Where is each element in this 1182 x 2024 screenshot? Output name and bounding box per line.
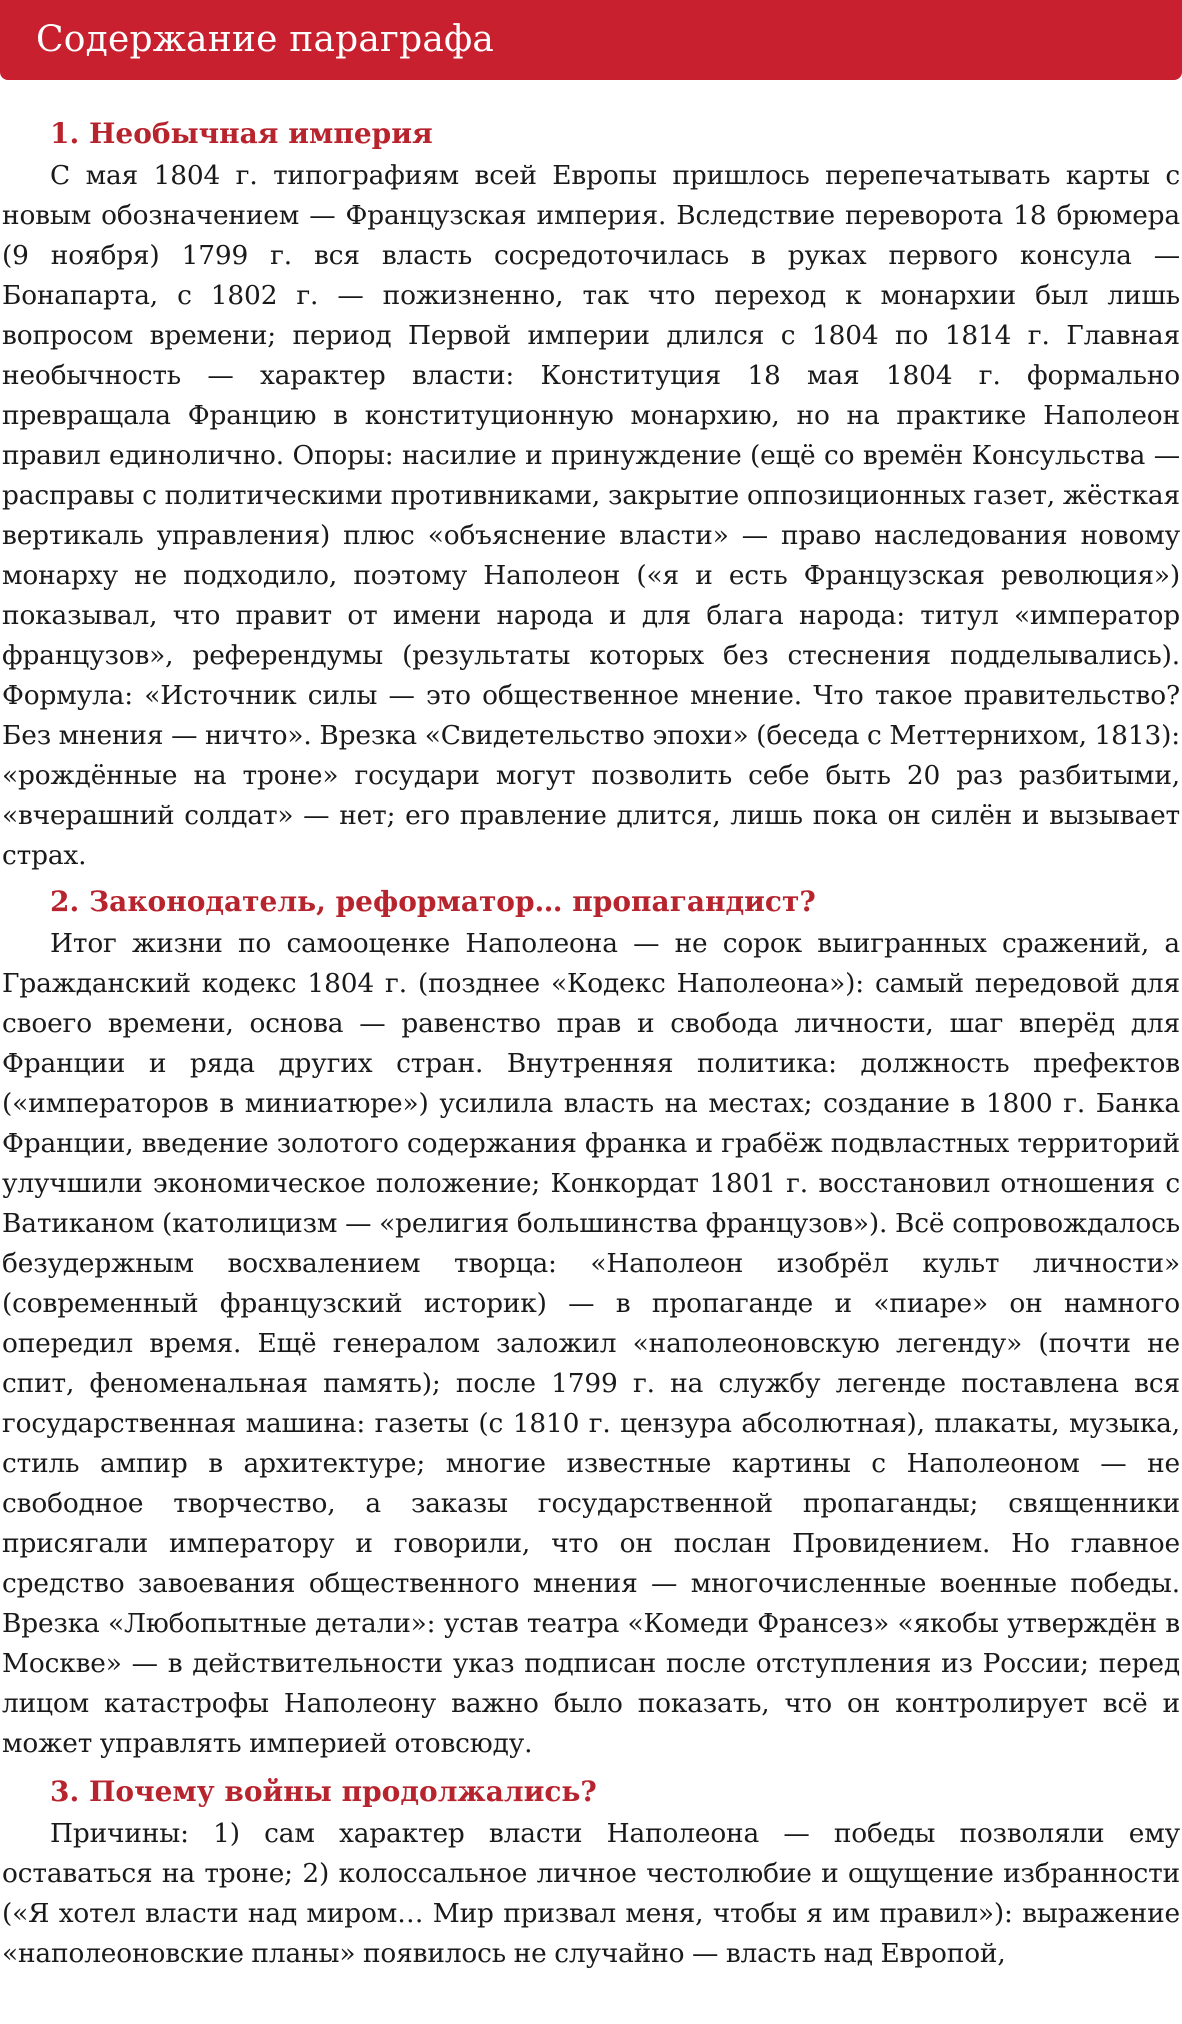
section-heading-1: 1. Необычная империя: [50, 117, 433, 150]
header-bar: [0, 0, 1182, 80]
section-text-3: Причины: 1) сам характер власти Наполеона — победы позволяли ему оставаться на троне; 2) колоссальное личное честолюбие и ощущение избранности («Я хотел власти над миром… Мир призвал меня, чтобы я им правил»): выражение «наполеоновские планы» появилось не случайно — власть над Европой,: [2, 1818, 1180, 1969]
section-heading-3: 3. Почему войны продолжались?: [50, 1775, 597, 1808]
section-heading-2: 2. Законодатель, реформатор… пропагандист?: [50, 885, 816, 918]
page-title: Содержание параграфа: [36, 19, 495, 60]
section-text-1: С мая 1804 г. типографиям всей Европы пришлось перепечатывать карты с новым обозначением — Французская империя. Вследствие переворота 18 брюмера (9 ноября) 1799 г. вся власть сосредоточилась в руках первого консула — Бонапарта, с 1802 г. — пожизненно, так что переход к монархии был лишь вопросом времени; период Первой империи длился с 1804 по 1814 г. Главная необычность — характер власти: Конституция 18 мая 1804 г. формально превращала Францию в конституционную монархию, но на практике Наполеон правил единолично. Опоры: насилие и принуждение (ещё со времён Консульства — расправы с политическими противниками, закрытие оппозиционных газет, жёсткая вертикаль управления) плюс «объяснение власти» — право наследования новому монарху не подходило, поэтому Наполеон («я и есть Французская революция») показывал, что правит от имени народа и для блага народа: титул «император французов», референдумы (результаты которых без стеснения подделывались). Формула: «Источник силы — это общественное мнение. Что такое правительство? Без мнения — ничто». Врезка «Свидетельство эпохи» (беседа с Меттернихом, 1813): «рождённые на троне» государи могут позволить себе быть 20 раз разбитыми, «вчерашний солдат» — нет; его правление длится, лишь пока он силён и вызывает страх.: [2, 160, 1180, 871]
paragraph-content: [0, 112, 1182, 1974]
section-text-2: Итог жизни по самооценке Наполеона — не сорок выигранных сражений, а Гражданский кодекс 1804 г. (позднее «Кодекс Наполеона»): самый передовой для своего времени, основа — равенство прав и свобода личности, шаг вперёд для Франции и ряда других стран. Внутренняя политика: должность префектов («императоров в миниатюре») усилила власть на местах; создание в 1800 г. Банка Франции, введение золотого содержания франка и грабёж подвластных территорий улучшили экономическое положение; Конкордат 1801 г. восстановил отношения с Ватиканом (католицизм — «религия большинства французов»). Всё сопровождалось безудержным восхвалением творца: «Наполеон изобрёл культ личности» (современный французский историк) — в пропаганде и «пиаре» он намного опередил время. Ещё генералом заложил «наполеоновскую легенду» (почти не спит, феноменальная память); после 1799 г. на службу легенде поставлена вся государственная машина: газеты (с 1810 г. цензура абсолютная), плакаты, музыка, стиль ампир в архитектуре; многие известные картины с Наполеоном — не свободное творчество, а заказы государственной пропаганды; священники присягали императору и говорили, что он послан Провидением. Но главное средство завоевания общественного мнения — многочисленные военные победы. Врезка «Любопытные детали»: устав театра «Комеди Франсез» «якобы утверждён в Москве» — в действительности указ подписан после отступления из России; перед лицом катастрофы Наполеону важно было показать, что он контролирует всё и может управлять империей отовсюду.: [2, 928, 1180, 1759]
